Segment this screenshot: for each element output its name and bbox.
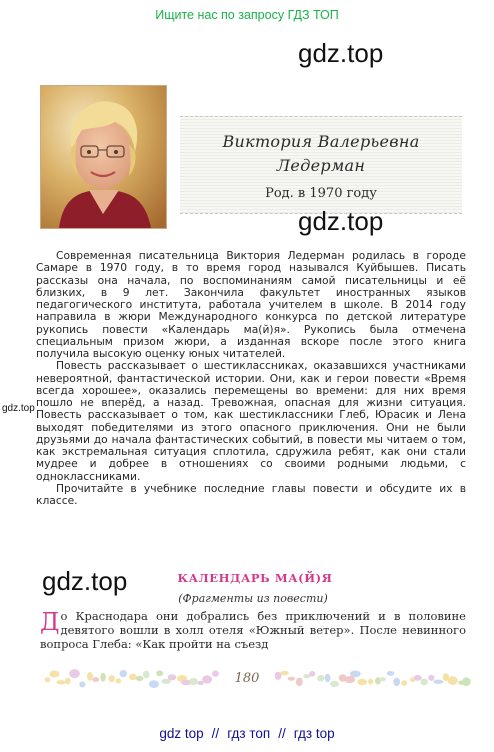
decorative-dot [136, 676, 144, 681]
bio-paragraph: Прочитайте в учебнике последние главы повести и обсудите их в классе. [36, 481, 466, 507]
decorative-dot [129, 674, 137, 680]
decorative-dot [448, 676, 458, 685]
author-portrait [40, 85, 167, 229]
decorative-dot [414, 675, 422, 681]
author-biography [36, 250, 466, 507]
decorative-dot [202, 675, 212, 683]
decorative-dot [87, 672, 93, 681]
decorative-dot [368, 679, 373, 685]
decorative-dot [212, 670, 219, 676]
watermark: gdz.top [298, 38, 384, 68]
story-subtitle: (Фрагменты из повести) [178, 592, 328, 605]
decorative-dot [149, 680, 159, 688]
author-name-card [180, 116, 462, 214]
story-title: КАЛЕНДАРЬ МА(Й)Я [177, 571, 333, 585]
decorative-dot [350, 671, 361, 678]
decorative-dot [65, 678, 71, 685]
story-excerpt [40, 609, 466, 651]
decorative-dot [79, 681, 85, 687]
decorative-dot [296, 678, 303, 687]
author-birth-year: Род. в 1970 году [265, 186, 377, 201]
decorative-dot [280, 671, 289, 675]
decorative-dot [357, 679, 367, 686]
decorative-dot [433, 680, 443, 684]
decorative-dot [49, 670, 59, 677]
decorative-dot [168, 674, 177, 680]
footer-links [0, 726, 494, 741]
page-number: 180 [226, 671, 268, 686]
decorative-dot [462, 677, 471, 686]
watermark: gdz.top [298, 206, 384, 236]
watermark: gdz.top [2, 403, 35, 414]
decorative-dot [115, 678, 121, 683]
bio-paragraph: Современная писательница Виктория Ледерман родилась в городе Самаре в 1970 году, в то время город назывался Куйбышев. Писать рассказы она начала, по воспоминаниям самой писательницы и её близких, в 9 лет. Закончила факультет иностранных языков педагогического института, работала учителем в школе. В 2014 году направила в жюри Международного конкурса по детской литературе рукопись повести «Календарь ма(й)я». Рукопись была отмечена специальным призом жюри, а изданная вскоре после этого книга получила высокую оценку юных читателей. [36, 249, 466, 360]
decorative-dot [309, 671, 315, 677]
decorative-dot [330, 681, 339, 687]
decorative-dot [420, 679, 428, 686]
decorative-dot [143, 671, 150, 679]
decorative-dot [401, 680, 407, 686]
decorative-dot [120, 670, 127, 677]
search-hint-banner: Ищите нас по запросу ГДЗ ТОП [155, 8, 339, 22]
footer-link-gdz-top-mixed[interactable]: гдз top [293, 726, 335, 741]
decorative-dot [100, 673, 105, 682]
decorative-dot [288, 677, 295, 681]
decorative-dot [69, 669, 80, 678]
decorative-dot [387, 671, 394, 676]
author-first-name: Виктория Валерьевна [222, 132, 420, 151]
decorative-dot [325, 674, 331, 682]
watermark: gdz.top [42, 566, 128, 596]
decorative-dot [189, 678, 198, 685]
decorative-dot [156, 670, 163, 676]
decorative-dot [393, 678, 400, 687]
decorative-dot [317, 675, 324, 682]
footer-link-gdz-top[interactable]: gdz top [159, 726, 204, 741]
drop-cap: Д [40, 608, 60, 636]
author-last-name: Ледерман [276, 156, 366, 175]
decorative-dot [56, 680, 65, 684]
story-text: о Краснодара они добрались без приключений и в половине девятого вошли в холл отеля «Южный ветер». После невинного вопроса Глеба: «Как пройти на съезд [40, 609, 466, 651]
decorative-dot [428, 675, 434, 681]
separator: // [211, 726, 220, 741]
separator: // [278, 726, 286, 741]
decorative-dot [92, 677, 99, 682]
footer-link-gdz-top-ru[interactable]: гдз топ [227, 726, 271, 741]
decorative-dot [45, 677, 51, 682]
bio-paragraph: Повесть рассказывает о шестиклассниках, оказавшихся участниками невероятной, фантастической истории. Они, как и герои повести «Время всегда хорошее», оказались перемещены во времени: для них время пошло не вперёд, а назад. Тревожная, опасная для жизни ситуация. Повесть рассказывает о том, как шестиклассники Глеб, Юрасик и Лена выходят победителями из этого опасного приключения. Они не были друзьями до начала фантастических событий, в повести мы читаем о том, как экстремальная ситуация сплотила, сдружила ребят, как они стали мудрее и добрее в отношениях со своими родными людьми, с одноклассниками. [36, 359, 466, 483]
decorative-dot [379, 677, 386, 681]
decorative-dot [108, 675, 114, 682]
